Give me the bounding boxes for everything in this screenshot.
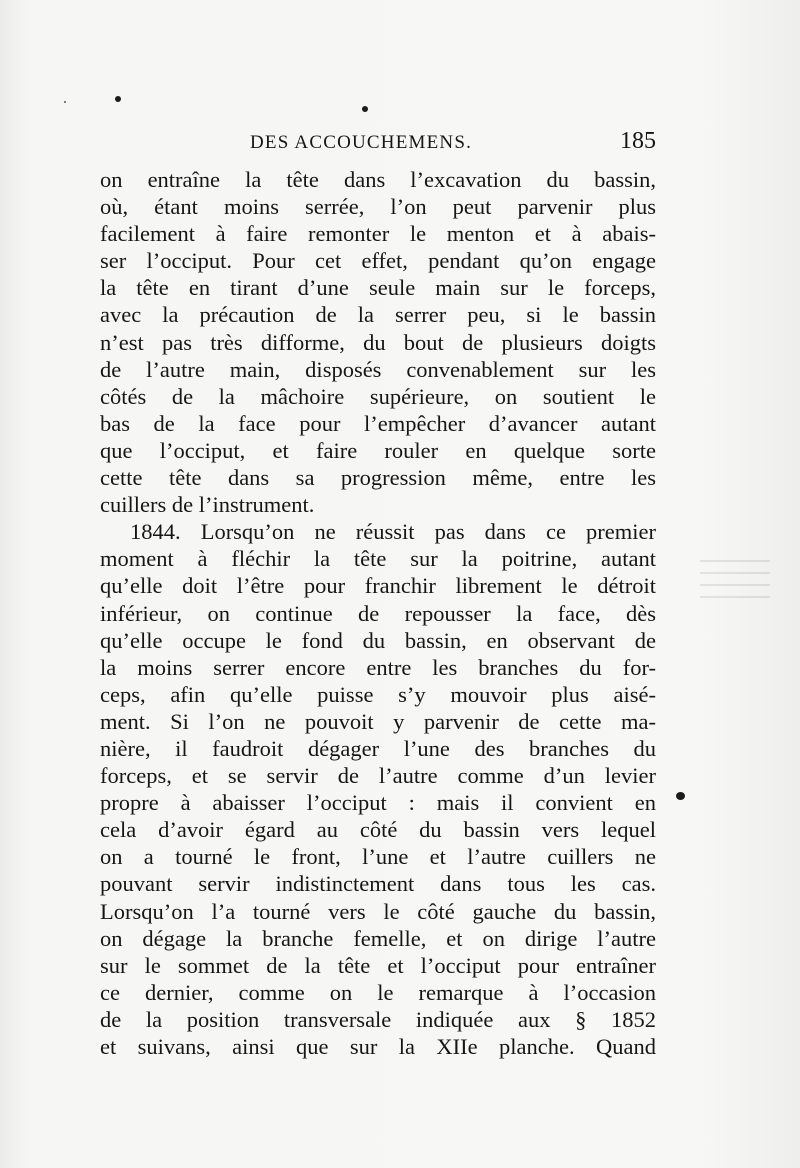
- text-line: la tête en tirant d’une seule main sur le forceps,: [100, 275, 656, 301]
- text-line: on entraîne la tête dans l’excavation du bassin,: [100, 167, 656, 192]
- text-line: moment à fléchir la tête sur la poitrine, autant: [100, 546, 656, 572]
- text-line: on a tourné le front, l’une et l’autre cuillers ne: [100, 844, 656, 870]
- text-line: avec la précaution de la serrer peu, si le bassin: [100, 302, 656, 328]
- text-line: forceps, et se servir de l’autre comme d’un levier: [100, 763, 656, 789]
- text-line: inférieur, on continue de repousser la face, dès: [100, 600, 656, 626]
- text-line: ce dernier, comme on le remarque à l’occasion: [100, 979, 656, 1005]
- show-through-text: [700, 560, 770, 600]
- text-line: facilement à faire remonter le menton et à abais-: [100, 221, 656, 247]
- text-line: sur le sommet de la tête et l’occiput pour entraîner: [100, 952, 656, 978]
- text-line: la moins serrer encore entre les branches du for-: [100, 654, 656, 680]
- text-line: cuillers de l’instrument.: [100, 492, 315, 518]
- text-line: Lorsqu’on l’a tourné vers le côté gauche du bassin,: [100, 898, 656, 924]
- text-line: ment. Si l’on ne pouvoit y parvenir de cette ma-: [100, 708, 656, 734]
- text-line: nière, il faudroit dégager l’une des branches du: [100, 735, 656, 761]
- text-line: cela d’avoir égard au côté du bassin vers lequel: [100, 817, 656, 843]
- ink-speck: [676, 792, 685, 800]
- ink-speck: [64, 101, 66, 103]
- paragraph-start-line: 1844. Lorsqu’on ne réussit pas dans ce premier: [130, 519, 656, 545]
- text-line: qu’elle occupe le fond du bassin, en observant de: [100, 627, 656, 653]
- text-line: n’est pas très difforme, du bout de plusieurs doigts: [100, 329, 656, 355]
- ink-speck: [362, 106, 368, 112]
- text-line: où, étant moins serrée, l’on peut parvenir plus: [100, 194, 656, 220]
- text-line: qu’elle doit l’être pour franchir librement le détroit: [100, 573, 656, 599]
- text-line: propre à abaisser l’occiput : mais il convient en: [100, 790, 656, 816]
- text-line: côtés de la mâchoire supérieure, on soutient le: [100, 383, 656, 409]
- text-line: ser l’occiput. Pour cet effet, pendant qu’on engage: [100, 248, 656, 274]
- ink-speck: [115, 96, 121, 102]
- page-number: 185: [620, 128, 656, 154]
- text-line: pouvant servir indistinctement dans tous les cas.: [100, 871, 656, 897]
- running-title: DES ACCOUCHEMENS.: [250, 132, 473, 153]
- text-line: bas de la face pour l’empêcher d’avancer autant: [100, 410, 656, 436]
- text-line: et suivans, ainsi que sur la XIIe planche. Quand: [100, 1034, 656, 1059]
- text-line: de l’autre main, disposés convenablement sur les: [100, 356, 656, 382]
- body-text: [100, 166, 656, 1060]
- page-header: [100, 128, 656, 158]
- text-line: cette tête dans sa progression même, entre les: [100, 465, 656, 491]
- text-line: de la position transversale indiquée aux § 1852: [100, 1006, 656, 1032]
- text-line: on dégage la branche femelle, et on dirige l’autre: [100, 925, 656, 951]
- text-line: ceps, afin qu’elle puisse s’y mouvoir plus aisé-: [100, 681, 656, 707]
- text-line: que l’occiput, et faire rouler en quelque sorte: [100, 437, 656, 463]
